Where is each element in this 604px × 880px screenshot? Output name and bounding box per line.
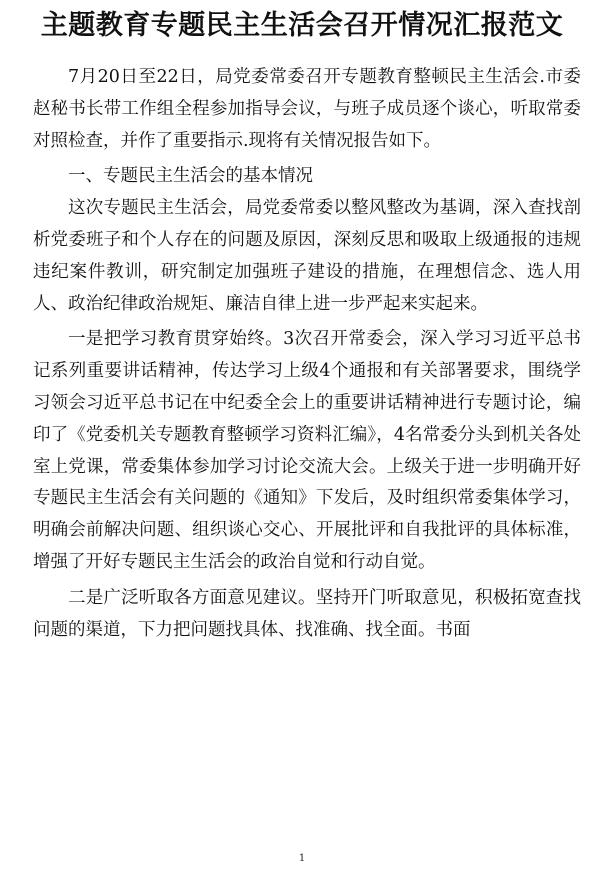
intro-paragraph: 7月20日至22日，局党委常委召开专题教育整顿民主生活会.市委赵秘书长带工作组全程参加指导会议，与班子成员逐个谈心，听取常委对照检查，并作了重要指示.现将有关情况报告如下。 bbox=[33, 67, 581, 151]
overview-paragraph: 这次专题民主生活会，局党委常委以整风整改为基调，深入查找剖析党委班子和个人存在的问题及原因，深刻反思和吸取上级通报的违规违纪案件教训，研究制定加强班子建设的措施，在理想信念、选人用人、政治纪律政治规矩、廉洁自律上进一步严起来实起来。 bbox=[33, 198, 581, 314]
page-number: 1 bbox=[298, 853, 306, 864]
section-heading: 一、专题民主生活会的基本情况 bbox=[68, 166, 313, 187]
document-title: 主题教育专题民主生活会召开情况汇报范文 bbox=[40, 10, 564, 41]
document-body bbox=[33, 62, 581, 650]
feedback-paragraph: 二是广泛听取各方面意见建议。坚持开门听取意见，积极拓宽查找问题的渠道，下力把问题找具体、找准确、找全面。书面 bbox=[33, 587, 581, 640]
study-paragraph: 一是把学习教育贯穿始终。3次召开常委会，深入学习习近平总书记系列重要讲话精神，传达学习上级4个通报和有关部署要求，围绕学习领会习近平总书记在中纪委全会上的重要讲话精神进行专题讨论，编印了《党委机关专题教育整顿学习资料汇编》，4名常委分头到机关各处室上党课，常委集体参加学习讨论交流大会。上级关于进一步明确开好专题民主生活会有关问题的《通知》下发后，及时组织常委集体学习，明确会前解决问题、组织谈心交心、开展批评和自我批评的具体标准，增强了开好专题民主生活会的政治自觉和行动自觉。 bbox=[33, 329, 581, 572]
